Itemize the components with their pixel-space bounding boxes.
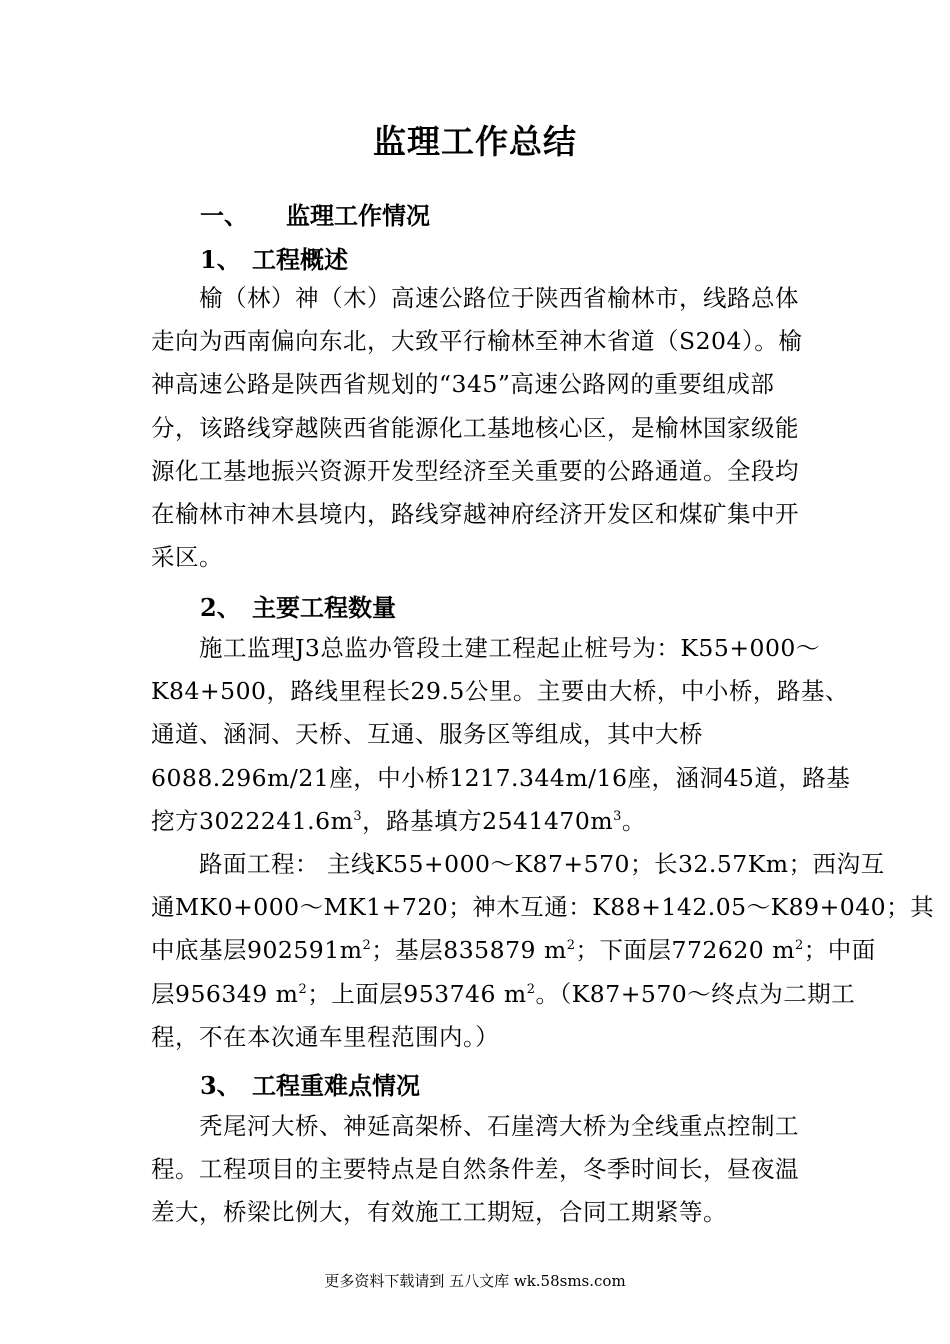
text-line: 分，该路线穿越陕西省能源化工基地核心区，是榆林国家级能: [151, 413, 799, 442]
text-line: 程，不在本次通车里程范围内。）: [151, 1022, 500, 1051]
text-line: 神高速公路是陕西省规划的“345”高速公路网的重要组成部: [151, 370, 775, 399]
subsection-heading-2: [200, 588, 396, 623]
text-line: 程。工程项目的主要特点是自然条件差，冬季时间长，昼夜温: [151, 1155, 799, 1184]
subsection-number: 2、: [200, 593, 241, 622]
text-line: 层956349 $m^2$；上面层953746 $m^2$。（K87+570～终点为二期工: [151, 979, 856, 1008]
text-line: 通MK0+000～MK1+720；神木互通：K88+142.05～K89+040；其: [151, 893, 935, 922]
footer-note: 更多资料下载请到 五八文库 wk.58sms.com: [324, 1272, 626, 1290]
text-line: 秃尾河大桥、神延高架桥、石崖湾大桥为全线重点控制工: [199, 1112, 799, 1140]
text-line: 源化工基地振兴资源开发型经济至关重要的公路通道。全段均: [151, 456, 799, 485]
text-line: 在榆林市神木县境内，路线穿越神府经济开发区和煤矿集中开: [151, 500, 799, 529]
text-line: 6088.296m/21座，中小桥1217.344m/16座，涵洞45道，路基: [151, 763, 851, 792]
subsection-heading-3: [200, 1066, 420, 1101]
text-line: 施工监理J3总监办管段土建工程起止桩号为：K55+000～: [199, 634, 820, 662]
section-title: 监理工作情况: [286, 201, 430, 230]
paragraph-key-difficulties: [151, 1105, 853, 1235]
text-line: 通道、涵洞、天桥、互通、服务区等组成，其中大桥: [151, 720, 703, 749]
paragraph-overview: [151, 277, 853, 579]
text-line: K84+500，路线里程长29.5公里。主要由大桥，中小桥，路基、: [151, 677, 849, 706]
subsection-title: 工程重难点情况: [252, 1071, 420, 1100]
text-line: 采区。: [151, 543, 223, 572]
text-line: 挖方$3022241.6m^3$，路基填方$2541470m^3$。: [151, 806, 646, 835]
paragraph-pavement: [151, 843, 935, 1059]
section-heading-1: [200, 196, 430, 231]
subsection-title: 工程概述: [252, 245, 348, 274]
section-number: 一、: [200, 201, 248, 230]
text-line: 差大，桥梁比例大，有效施工工期短，合同工期紧等。: [151, 1198, 727, 1227]
text-line: 路面工程： 主线K55+000～K87+570；长32.57Km；西沟互: [199, 850, 885, 878]
text-line: 榆（林）神（木）高速公路位于陕西省榆林市，线路总体: [199, 284, 799, 312]
paragraph-quantities: [151, 627, 853, 843]
text-line: 走向为西南偏向东北，大致平行榆林至神木省道（S204）。榆: [151, 327, 803, 356]
subsection-number: 1、: [200, 245, 241, 274]
subsection-number: 3、: [200, 1071, 241, 1100]
text-line: 中底基层$902591m^2$；基层835879 $m^2$；下面层772620 $m^2$；中面: [151, 936, 876, 965]
subsection-heading-1: [200, 240, 348, 275]
subsection-title: 主要工程数量: [252, 593, 396, 622]
document-title: 监理工作总结: [373, 122, 577, 161]
